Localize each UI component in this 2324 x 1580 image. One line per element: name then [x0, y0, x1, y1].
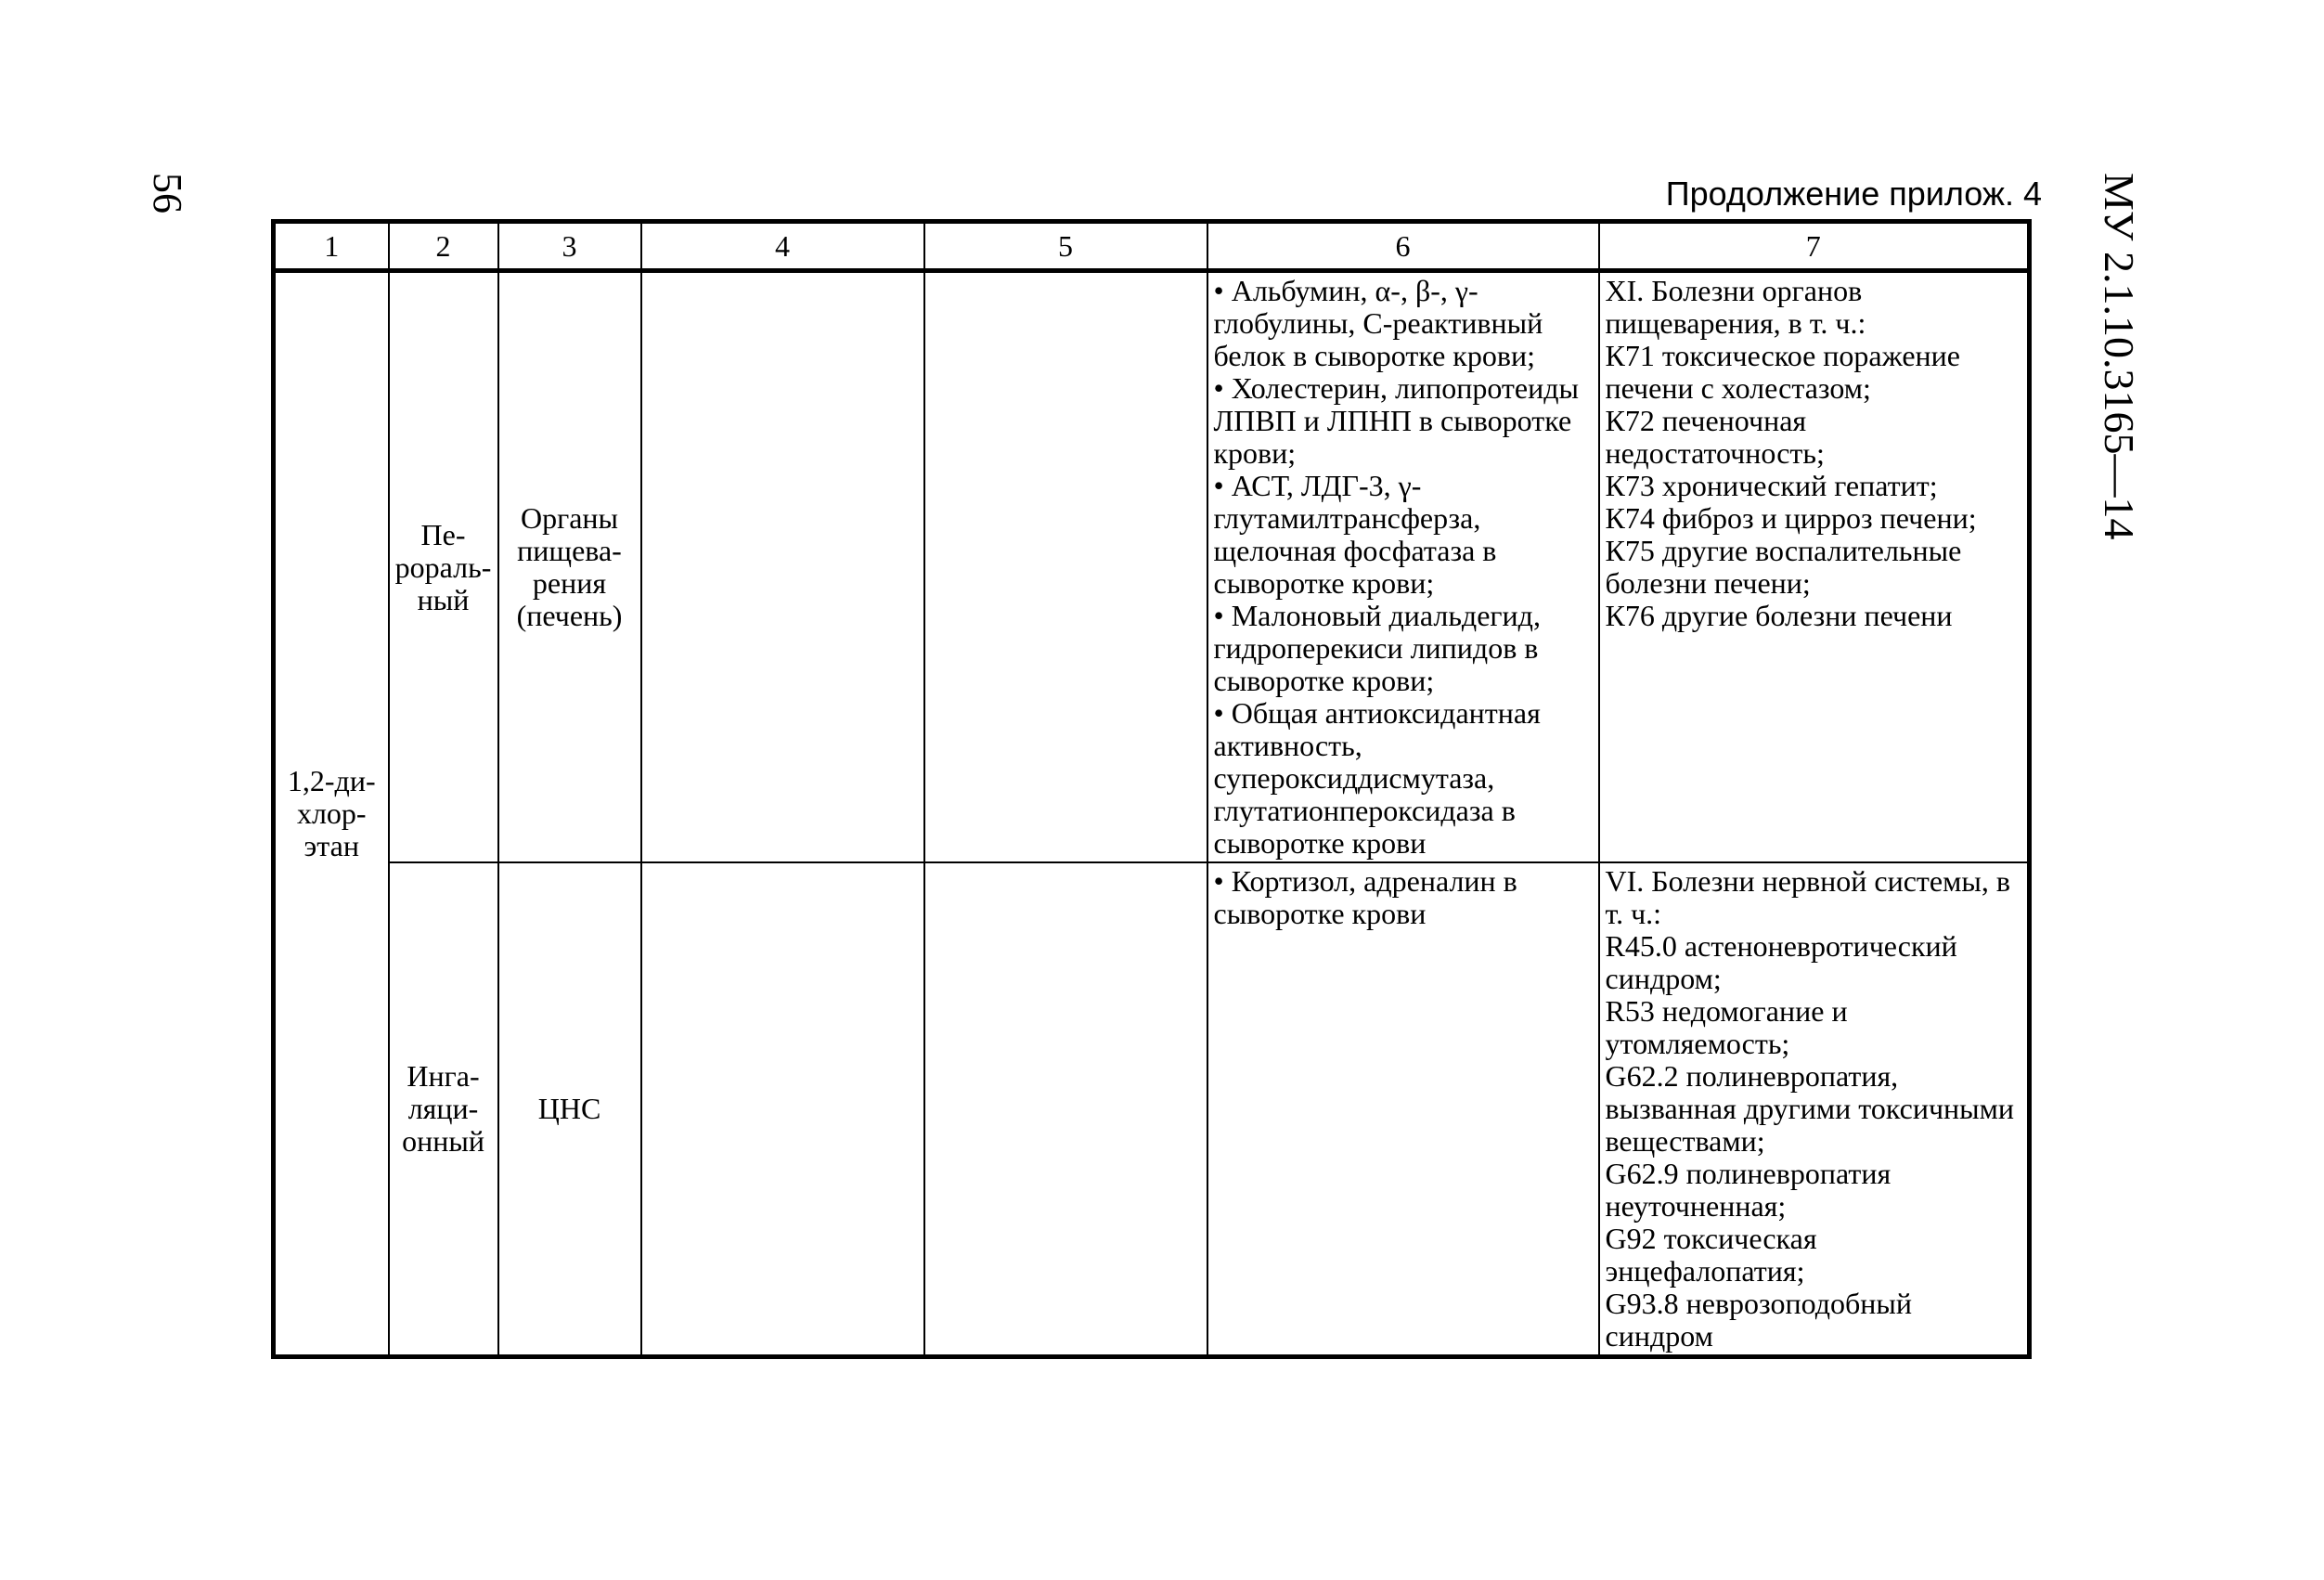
disease-item: G92 токсическая энцефалопатия; [1605, 1222, 1817, 1288]
table-row [274, 862, 2030, 1357]
disease-item: VI. Болезни нервной системы, в т. ч.: [1605, 864, 2010, 930]
indicator-item: • Холестерин, липопротеиды ЛПВП и ЛПНП в сыворотке крови; [1213, 371, 1579, 470]
disease-item: G93.8 неврозоподобный синдром [1605, 1287, 1913, 1353]
table-row [274, 271, 2030, 863]
col-header-5: 5 [924, 222, 1207, 271]
col-header-4: 4 [641, 222, 924, 271]
appendix-table [271, 219, 2032, 1359]
diseases-cell [1599, 271, 2030, 863]
indicators-cell [1207, 862, 1599, 1357]
organ-cell: ЦНС [498, 862, 641, 1357]
disease-item: XI. Болезни органов пищеварения, в т. ч.: [1605, 274, 1866, 340]
indicator-item: • АСТ, ЛДГ-3, γ-глутамилтрансферза, щелочная фосфатаза в сыворотке крови; [1213, 469, 1497, 600]
organ-cell: Органы пищева- рения (печень) [498, 271, 641, 863]
header-row [274, 222, 2030, 271]
substance-cell: 1,2-ди- хлор- этан [274, 271, 389, 1357]
route-cell: Инга- ляци- онный [389, 862, 498, 1357]
col-header-6: 6 [1207, 222, 1599, 271]
disease-item: К74 фиброз и цирроз печени; [1605, 501, 1977, 535]
route-cell: Пе- рораль- ный [389, 271, 498, 863]
col4-cell [641, 271, 924, 863]
disease-item: R53 недомогание и утомляемость; [1605, 994, 1848, 1060]
disease-item: К73 хронический гепатит; [1605, 469, 1938, 502]
col-header-7: 7 [1599, 222, 2030, 271]
indicator-item: • Общая антиоксидантная активность, супероксиддисмутаза, глутатионпероксидаза в сыворотке крови [1213, 696, 1541, 860]
disease-item: К75 другие воспалительные болезни печени; [1605, 534, 1962, 600]
indicators-cell [1207, 271, 1599, 863]
page-number: 56 [145, 173, 190, 214]
indicator-item: • Кортизол, адреналин в сыворотке крови [1213, 864, 1517, 930]
col-header-3: 3 [498, 222, 641, 271]
col5-cell [924, 862, 1207, 1357]
indicator-item: • Малоновый диальдегид, гидроперекиси липидов в сыворотке крови; [1213, 599, 1541, 697]
col5-cell [924, 271, 1207, 863]
col-header-1: 1 [274, 222, 389, 271]
disease-item: К72 печеночная недостаточность; [1605, 404, 1825, 470]
disease-item: R45.0 астеноневротический синдром; [1605, 929, 1957, 995]
continuation-label: Продолжение прилож. 4 [1665, 175, 2042, 213]
disease-item: К76 другие болезни печени [1605, 599, 1953, 632]
disease-item: G62.2 полиневропатия, вызванная другими токсичными веществами; [1605, 1059, 2015, 1158]
col-header-2: 2 [389, 222, 498, 271]
diseases-cell [1599, 862, 2030, 1357]
disease-item: К71 токсическое поражение печени с холестазом; [1605, 339, 1960, 405]
col4-cell [641, 862, 924, 1357]
disease-item: G62.9 полиневропатия неуточненная; [1605, 1157, 1891, 1223]
document-code: МУ 2.1.10.3165—14 [2096, 173, 2143, 540]
indicator-item: • Альбумин, α-, β-, γ-глобулины, С-реактивный белок в сыворотке крови; [1213, 274, 1543, 372]
